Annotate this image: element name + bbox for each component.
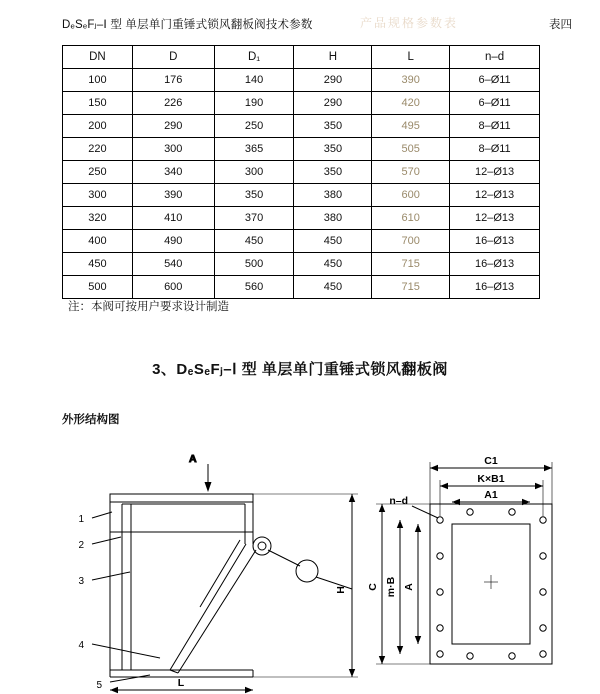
section-arrow-head [205, 482, 212, 492]
table-caption-text: DₑSₑFⱼ–Ⅰ 型 单层单门重锤式锁风翻板阀技术参数 [62, 19, 313, 31]
table-row [63, 207, 540, 230]
dim-label-kb1: K×B1 [477, 473, 505, 485]
table-row [63, 92, 540, 115]
cell-dn: 250 [63, 161, 133, 184]
callout-leader-2 [92, 537, 121, 544]
dim-label-a: A [403, 583, 415, 591]
counterweight-disc [296, 560, 318, 582]
cell-d1: 300 [214, 161, 294, 184]
cell-h: 450 [294, 276, 372, 299]
drawing-svg [0, 432, 600, 694]
cell-l: 570 [372, 161, 450, 184]
callout-leader-3 [92, 572, 130, 580]
table-number: 表四 [549, 19, 572, 31]
bolt-hole [437, 651, 443, 657]
dim-c1-arrow-left [430, 465, 438, 471]
section-heading: 3、DₑSₑFⱼ–Ⅰ 型 单层单门重锤式锁风翻板阀 [152, 361, 448, 378]
dim-l-arrow-left [110, 687, 118, 693]
cell-h: 450 [294, 253, 372, 276]
dim-c-arrow-bottom [379, 656, 385, 664]
table-header-row [63, 46, 540, 69]
callout-leader-4 [92, 644, 160, 658]
cell-d: 290 [132, 115, 214, 138]
bolt-hole [540, 651, 546, 657]
cell-nd: 12–Ø13 [450, 184, 540, 207]
cell-dn: 500 [63, 276, 133, 299]
table-note: 注：本阀可按用户要求设计制造 [68, 301, 229, 313]
callout-leader-5 [110, 675, 150, 682]
callout-label-1: 1 [78, 514, 84, 525]
callout-leader-1 [92, 512, 112, 518]
cell-d1: 560 [214, 276, 294, 299]
dim-h-arrow-top [349, 494, 355, 502]
cell-d: 410 [132, 207, 214, 230]
bolt-hole [509, 653, 515, 659]
dim-h-arrow-bottom [349, 669, 355, 677]
cell-l: 420 [372, 92, 450, 115]
bolt-hole [540, 553, 546, 559]
callout-label-2: 2 [78, 540, 84, 551]
bolt-hole [540, 589, 546, 595]
cell-h: 350 [294, 138, 372, 161]
nd-leader-line [412, 506, 438, 518]
bolt-hole [437, 553, 443, 559]
cell-l: 715 [372, 276, 450, 299]
column-header-l: L [372, 46, 450, 69]
cell-d1: 370 [214, 207, 294, 230]
dim-label-h: H [335, 586, 347, 594]
cell-d: 226 [132, 92, 214, 115]
bolt-hole [540, 625, 546, 631]
bolt-hole [509, 509, 515, 515]
cell-d1: 250 [214, 115, 294, 138]
cell-d: 600 [132, 276, 214, 299]
cell-dn: 100 [63, 69, 133, 92]
cell-d1: 450 [214, 230, 294, 253]
cell-d1: 190 [214, 92, 294, 115]
table-row [63, 276, 540, 299]
cell-d1: 350 [214, 184, 294, 207]
bolt-hole [467, 653, 473, 659]
cell-l: 390 [372, 69, 450, 92]
bolt-hole [437, 625, 443, 631]
cell-nd: 8–Ø11 [450, 115, 540, 138]
column-header-d1: D₁ [214, 46, 294, 69]
cell-nd: 16–Ø13 [450, 253, 540, 276]
dim-label-c: C [367, 583, 379, 591]
cell-dn: 300 [63, 184, 133, 207]
cell-nd: 12–Ø13 [450, 207, 540, 230]
cell-d: 490 [132, 230, 214, 253]
cell-h: 380 [294, 207, 372, 230]
dim-l-arrow-right [245, 687, 253, 693]
bolt-hole [467, 509, 473, 515]
column-header-nd: n–d [450, 46, 540, 69]
cell-dn: 200 [63, 115, 133, 138]
cell-d: 300 [132, 138, 214, 161]
outline-structure-drawing [0, 432, 600, 694]
dim-c1-arrow-right [544, 465, 552, 471]
cell-dn: 400 [63, 230, 133, 253]
cell-nd: 16–Ø13 [450, 230, 540, 253]
dim-label-mb: m·B [385, 576, 397, 598]
table-row [63, 69, 540, 92]
cell-d: 540 [132, 253, 214, 276]
cell-d1: 365 [214, 138, 294, 161]
cell-nd: 6–Ø11 [450, 92, 540, 115]
cell-l: 505 [372, 138, 450, 161]
table-row [63, 253, 540, 276]
column-header-d: D [132, 46, 214, 69]
parameters-table [62, 45, 540, 299]
cell-nd: 8–Ø11 [450, 138, 540, 161]
dim-a-arrow-bottom [415, 636, 421, 644]
bolt-hole [540, 517, 546, 523]
counterweight-arm [268, 550, 300, 566]
cell-d: 390 [132, 184, 214, 207]
watermark-text: 产品规格参数表 [360, 16, 459, 30]
cell-d1: 140 [214, 69, 294, 92]
column-header-dn: DN [63, 46, 133, 69]
cell-nd: 12–Ø13 [450, 161, 540, 184]
cell-nd: 6–Ø11 [450, 69, 540, 92]
table-row [63, 115, 540, 138]
cell-d: 340 [132, 161, 214, 184]
cell-d1: 500 [214, 253, 294, 276]
cell-h: 350 [294, 161, 372, 184]
callout-label-5: 5 [96, 680, 102, 691]
cell-dn: 320 [63, 207, 133, 230]
table-row [63, 161, 540, 184]
hinge-pivot-circle [253, 537, 271, 555]
table-row [63, 230, 540, 253]
dim-kb1-arrow-right [535, 483, 543, 489]
dim-a-arrow-top [415, 524, 421, 532]
cell-l: 600 [372, 184, 450, 207]
dim-kb1-arrow-left [440, 483, 448, 489]
cell-l: 495 [372, 115, 450, 138]
table-row [63, 138, 540, 161]
cell-h: 380 [294, 184, 372, 207]
cell-l: 610 [372, 207, 450, 230]
hinge-pivot-inner [258, 542, 266, 550]
dim-c-arrow-top [379, 504, 385, 512]
dim-label-a1: A1 [484, 489, 498, 501]
cell-dn: 150 [63, 92, 133, 115]
cell-nd: 16–Ø13 [450, 276, 540, 299]
cell-dn: 450 [63, 253, 133, 276]
cell-l: 700 [372, 230, 450, 253]
callout-label-4: 4 [78, 640, 84, 651]
flap-plate-line-1 [170, 544, 246, 670]
table-row [63, 184, 540, 207]
label-section-a: A [189, 453, 197, 465]
cell-d: 176 [132, 69, 214, 92]
cell-l: 715 [372, 253, 450, 276]
cell-h: 290 [294, 92, 372, 115]
flap-inner-line [200, 540, 240, 607]
bolt-hole [437, 589, 443, 595]
dim-label-nd: n–d [389, 495, 408, 507]
dim-mb-arrow-bottom [397, 646, 403, 654]
dim-mb-arrow-top [397, 520, 403, 528]
cell-h: 350 [294, 115, 372, 138]
cell-h: 290 [294, 69, 372, 92]
cell-h: 450 [294, 230, 372, 253]
table-caption [62, 16, 313, 32]
column-header-h: H [294, 46, 372, 69]
callout-label-3: 3 [78, 576, 84, 587]
dim-label-l: L [177, 677, 185, 689]
subsection-label: 外形结构图 [62, 414, 120, 426]
dim-label-c1: C1 [484, 455, 498, 467]
cell-dn: 220 [63, 138, 133, 161]
flap-plate-line-2 [178, 550, 256, 673]
